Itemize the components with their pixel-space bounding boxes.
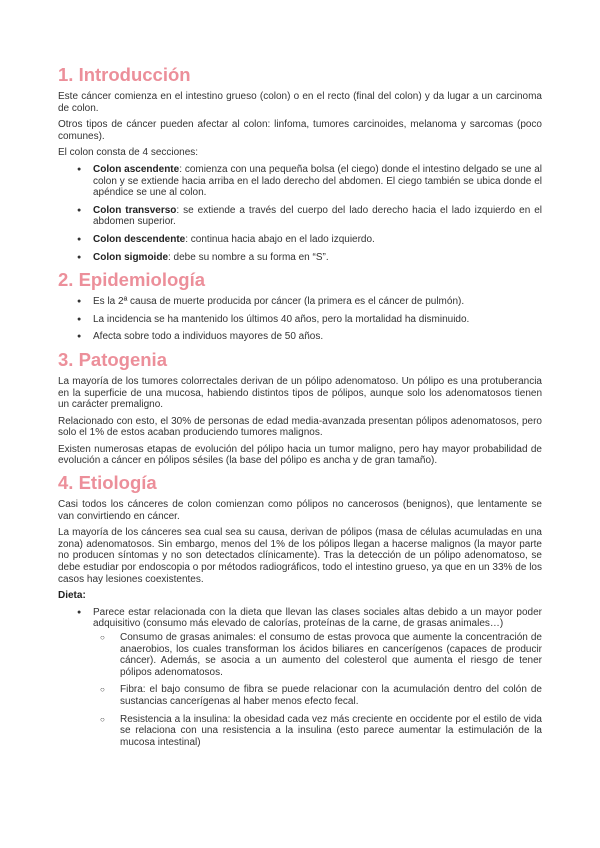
description: : continua hacia abajo en el lado izquierdo. [185,233,375,245]
paragraph: La mayoría de los tumores colorrectales derivan de un pólipo adenomatoso. Un pólipo es una protuberancia en la superficie de una mucosa, habiendo distintos tipos de pólipos, aunque solo los adenomatosos tienen un carácter premaligno. [58,375,542,411]
section-title: 2. Epidemiología [58,269,205,291]
section-introduccion [58,64,542,263]
description: : debe su nombre a su forma en “S”. [168,251,329,263]
paragraph: Este cáncer comienza en el intestino grueso (colon) o en el recto (final del colon) y da lugar a un carcinoma de colon. [58,91,542,114]
sub-list-item: ○ Consumo de grasas animales: el consumo de estas provoca que aumente la concentración de anaerobios, los cuales transforman los ácidos biliares en cancerígenos (capaces de producir cáncer). Además, se asocia a un aumento del colesterol que aumenta el riesgo de tener pólipos adenomatosos. [93,632,542,678]
list-item [58,607,542,749]
description: Parece estar relacionada con la dieta que llevan las clases sociales altas debido a un mayor poder adquisitivo (consumo más elevado de calorías, proteínas de la carne, de grasas animales…) [93,606,542,630]
list-item [58,252,542,264]
term: Colon ascendente [93,163,180,175]
diet-list [58,607,542,749]
list-item [58,234,542,246]
list-item: ● La incidencia se ha mantenido los últimos 40 años, pero la mortalidad ha disminuido. [58,314,542,326]
epidemiology-list [58,296,542,343]
paragraph: La mayoría de los cánceres sea cual sea su causa, derivan de pólipos (masa de células acumuladas en una zona) adenomatosos. Sin embargo, menos del 1% de los pólipos llegan a hacerse malignos (la mayor parte no producen síntomas y no son detectados clínicamente). Tras la detección de un pólipo adenomatoso, se debe estudiar por endoscopia o por métodos radiográficos, todo el intestino grueso, ya que en un 33% de los casos hay lesiones coexistentes. [58,527,542,585]
section-etiologia [58,472,542,748]
section-title: 4. Etiología [58,472,157,494]
term: Colon transverso [93,204,177,216]
list-item [58,205,542,228]
section-title: 1. Introducción [58,64,191,85]
section-title: 3. Patogenia [58,348,167,370]
section-epidemiologia [58,269,542,343]
term: Colon descendente [93,233,186,245]
colon-sections-list [58,164,542,263]
paragraph: Casi todos los cánceres de colon comienzan como pólipos no cancerosos (benignos), que lentamente se van convirtiendo en cáncer. [58,499,542,522]
paragraph: Otros tipos de cáncer pueden afectar al colon: linfoma, tumores carcinoides, melanoma y sarcomas (poco comunes). [58,119,542,142]
term: Colon sigmoide [93,251,168,263]
description: : comienza con una pequeña bolsa (el ciego) donde el intestino delgado se une al colon y se extiende hacia arriba en el lado derecho del abdomen. El ciego también se ubica donde el apéndice se une al colon. [93,163,542,199]
paragraph: Relacionado con esto, el 30% de personas de edad media-avanzada presentan pólipos adenomatosos, pero solo el 1% de estos acaban produciendo tumores malignos. [58,415,542,439]
sub-list-item: ○ Fibra: el bajo consumo de fibra se puede relacionar con la acumulación dentro del colón de sustancias cancerígenas al haber menos efecto fecal. [93,684,542,707]
sub-list-item: ○ Resistencia a la insulina: la obesidad cada vez más creciente en occidente por el estilo de vida se relaciona con una resistencia a la insulina (esto parece aumentar la estimulación de la mucosa intestinal) [93,714,542,749]
list-item [58,164,542,199]
paragraph: El colon consta de 4 secciones: [58,147,199,159]
section-patogenia [58,349,542,467]
description: : se extiende a través del cuerpo del lado derecho hacia el lado izquierdo en el abdomen superior. [93,204,542,228]
list-item: ● Es la 2ª causa de muerte producida por cáncer (la primera es el cáncer de pulmón). [58,296,542,308]
subheading: Dieta: [58,590,86,602]
list-item: ● Afecta sobre todo a individuos mayores de 50 años. [58,331,542,343]
paragraph: Existen numerosas etapas de evolución del pólipo hacia un tumor maligno, pero hay mayor probabilidad de evolución a cáncer en pólipos sésiles (la base del pólipo es ancha y de gran tamaño). [58,443,542,467]
diet-sub-list [93,632,542,748]
